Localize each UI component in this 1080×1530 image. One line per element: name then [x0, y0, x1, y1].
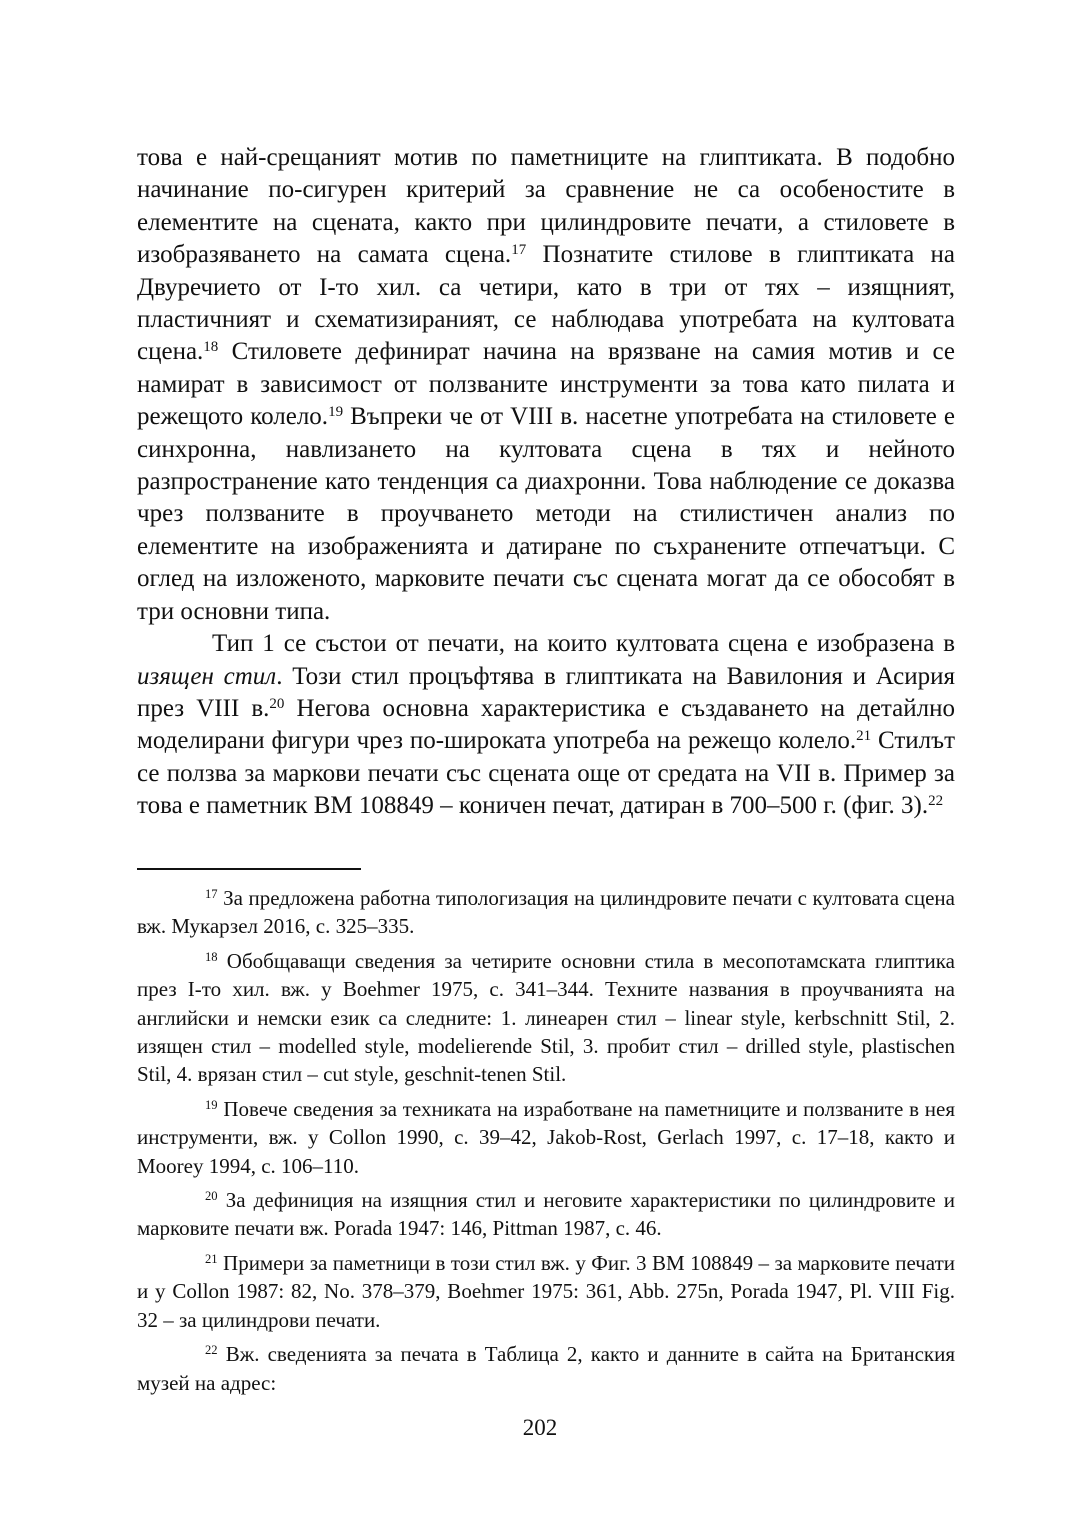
- footnote-number: 21: [205, 1251, 218, 1266]
- paragraph-text: . Този стил процъфтява в глиптиката на Вавилония и Асирия през VIII в.: [137, 662, 956, 722]
- footnote-number: 19: [205, 1097, 218, 1112]
- footnote-number: 20: [205, 1189, 218, 1204]
- footnote-ref-22[interactable]: 22: [928, 792, 944, 809]
- paragraph-text: Въпреки че от VIII в. насетне употребата на стиловете е синхронна, навлизането на култовата сцена в тях и нейното разпространение като тенденция са диахронни. Това наблюдение се доказва чрез ползваните в проучването методи на стилистичен анализ по елементите на изображенията и датиране по съхранените отпечатъци. С оглед на изложеното, марковите печати със сцената могат да се обособят в три основни типа.: [137, 403, 956, 625]
- page-number: 202: [522, 1415, 558, 1440]
- footnote-18: [137, 947, 955, 1089]
- body-text: [137, 142, 955, 823]
- footnote-20: [137, 1186, 955, 1243]
- footnote-number: 18: [205, 949, 218, 964]
- footnote-ref-21[interactable]: 21: [856, 728, 872, 745]
- footnote-ref-18[interactable]: 18: [203, 339, 219, 356]
- paragraph-text: Стиловете дефинират начина на врязване на самия мотив и се намират в зависимост от ползваните инструменти за това като пилата и режещото колело.: [137, 338, 955, 431]
- footnote-19: [137, 1095, 955, 1180]
- footnote-number: 22: [205, 1343, 218, 1358]
- footnote-text: За дефиниция на изящния стил и неговите характеристики по цилиндровите и марковите печати вж. Porada 1947: 146, Pittman 1987, с. 46.: [137, 1188, 955, 1241]
- footnote-text: Примери за паметници в този стил вж. у Фиг. 3 BM 108849 – за марковите печати и у Collon 1987: 82, No. 378–379, Boehmer 1975: 361, Abb. 275n, Porada 1947, Pl. VIII Fig. 32 – за цилиндрови печати.: [137, 1250, 955, 1332]
- paragraph-2: [137, 628, 955, 822]
- paragraph-text: това е най-срещаният мотив по паметниците на глиптиката. В подобно начинание по-сигурен критерий за сравнение не са особеностите в елементите на сцената, както при цилиндровите печати, а стиловете в изобразяването на самата сцена.: [137, 144, 955, 269]
- footnote-text: Обобщаващи сведения за четирите основни стила в месопотамската глиптика през I-то хил. вж. у Boehmer 1975, с. 341–344. Техните названия в проучванията на английски и немски език са следните: 1. линеарен стил – linear style, kerbschnitt Stil, 2. изящен стил – modelled style, modelierende Stil, 3. пробит стил – drilled style, plastischen Stil, 4. врязан стил – cut style, geschnit-tenen Stil.: [137, 948, 955, 1087]
- footnote-number: 17: [205, 887, 218, 902]
- footnotes: [137, 884, 955, 1403]
- footnote-text: Вж. сведенията за печата в Таблица 2, както и данните в сайта на Британския музей на адрес:: [137, 1342, 955, 1395]
- paragraph-text: Стилът се ползва за маркови печати със сцената още от средата на VII в. Пример за това е паметник BM 108849 – коничен печат, датиран в 700–500 г. (фиг. 3).: [137, 727, 955, 820]
- footnote-separator: [137, 868, 361, 870]
- paragraph-text: Познатите стилове в глиптиката на Двуречието от I-то хил. са четири, като в три от тях – изящният, пластичният и схематизираният, се наблюдава употребата на култовата сцена.: [137, 241, 955, 366]
- footnote-ref-20[interactable]: 20: [269, 695, 285, 712]
- paragraph-text: Негова основна характеристика е създаването на детайлно моделирани фигури чрез по-широката употреба на режещо колело.: [137, 694, 955, 755]
- footnote-ref-17[interactable]: 17: [511, 241, 527, 258]
- paragraph-1: [137, 142, 955, 628]
- footnote-ref-19[interactable]: 19: [328, 404, 344, 420]
- footnote-17: [137, 884, 955, 941]
- paragraph-text: Тип 1 се състои от печати, на които култовата сцена е изобразена в: [212, 630, 955, 658]
- footnote-text: Повече сведения за техниката на изработване на паметниците и ползваните в нея инструменти, вж. у Collon 1990, с. 39–42, Jakob-Rost, Gerlach 1997, с. 17–18, както и Moorey 1994, с. 106–110.: [137, 1096, 955, 1178]
- emphasis-style-name: изящен стил: [137, 662, 277, 690]
- footnote-22: [137, 1340, 955, 1397]
- footnote-text: За предложена работна типологизация на цилиндровите печати с култовата сцена вж. Мукарзел 2016, с. 325–335.: [137, 886, 955, 939]
- footnote-21: [137, 1249, 955, 1334]
